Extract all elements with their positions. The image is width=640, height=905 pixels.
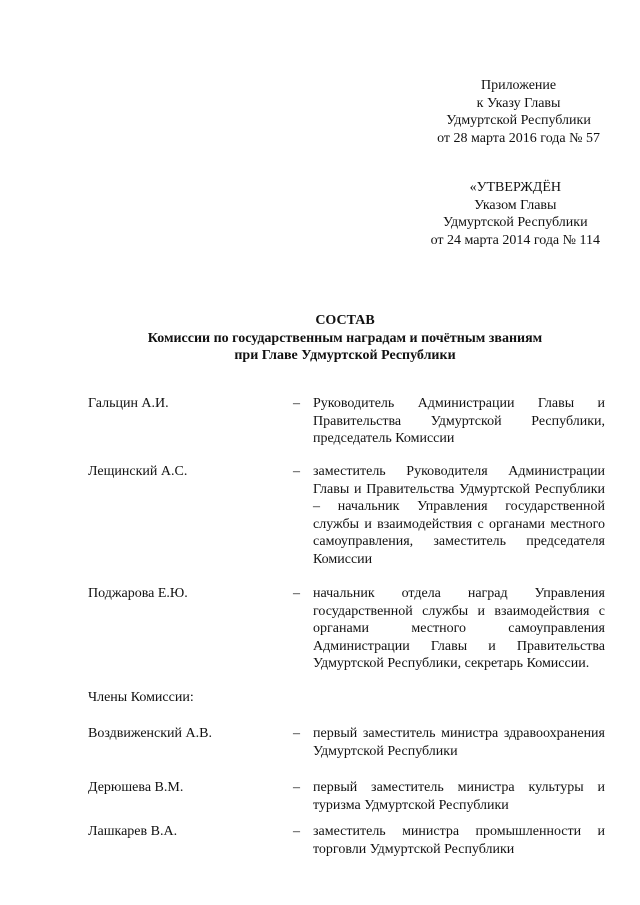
member-role: Руководитель Администрации Главы и Правительства Удмуртской Республики, председатель Комиссии xyxy=(313,396,605,446)
appendix-block xyxy=(437,77,600,147)
appendix-line: от 28 марта 2016 года № 57 xyxy=(437,130,600,146)
dash-separator: – xyxy=(293,726,300,741)
approval-line: Удмуртской Республики xyxy=(443,215,588,230)
appendix-line: Удмуртской Республики xyxy=(446,113,591,128)
dash-separator: – xyxy=(293,586,300,601)
appendix-line: к Указу Главы xyxy=(476,95,561,111)
member-name: Гальцин А.И. xyxy=(88,396,169,411)
approval-line: Указом Главы xyxy=(474,197,557,213)
approval-line: от 24 марта 2014 года № 114 xyxy=(430,232,600,248)
member-name: Лашкарев В.А. xyxy=(88,824,178,839)
member-role: заместитель Руководителя Администрации Главы и Правительства Удмуртской Республики – начальник Управления государственной службы и взаимодействия с органами местного самоуправления, заместитель председателя Комиссии xyxy=(313,464,605,567)
dash-separator: – xyxy=(293,780,300,795)
dash-separator: – xyxy=(293,824,300,839)
member-name: Воздвиженский А.В. xyxy=(88,726,212,741)
document-title xyxy=(90,312,600,365)
title-line: Комиссии по государственным наградам и почётным званиям xyxy=(147,330,543,346)
members-section-label: Члены Комиссии: xyxy=(88,690,194,705)
dash-separator: – xyxy=(293,396,300,411)
member-role: первый заместитель министра здравоохранения Удмуртской Республики xyxy=(313,726,605,759)
member-role: начальник отдела наград Управления государственной службы и взаимодействия с органами местного самоуправления Администрации Главы и Правительства Удмуртской Республики, секретарь Комиссии. xyxy=(313,586,605,671)
dash-separator: – xyxy=(293,464,300,479)
title-line: при Главе Удмуртской Республики xyxy=(234,348,456,363)
approval-line: «УТВЕРЖДЁН xyxy=(469,180,561,195)
title-heading: СОСТАВ xyxy=(315,313,375,328)
appendix-line: Приложение xyxy=(480,78,557,93)
member-role: первый заместитель министра культуры и туризма Удмуртской Республики xyxy=(313,780,605,813)
member-name: Поджарова Е.Ю. xyxy=(88,586,188,601)
member-name: Дерюшева В.М. xyxy=(88,780,184,795)
member-role: заместитель министра промышленности и торговли Удмуртской Республики xyxy=(313,824,605,857)
approval-block xyxy=(431,179,600,249)
member-name: Лещинский А.С. xyxy=(88,464,188,479)
